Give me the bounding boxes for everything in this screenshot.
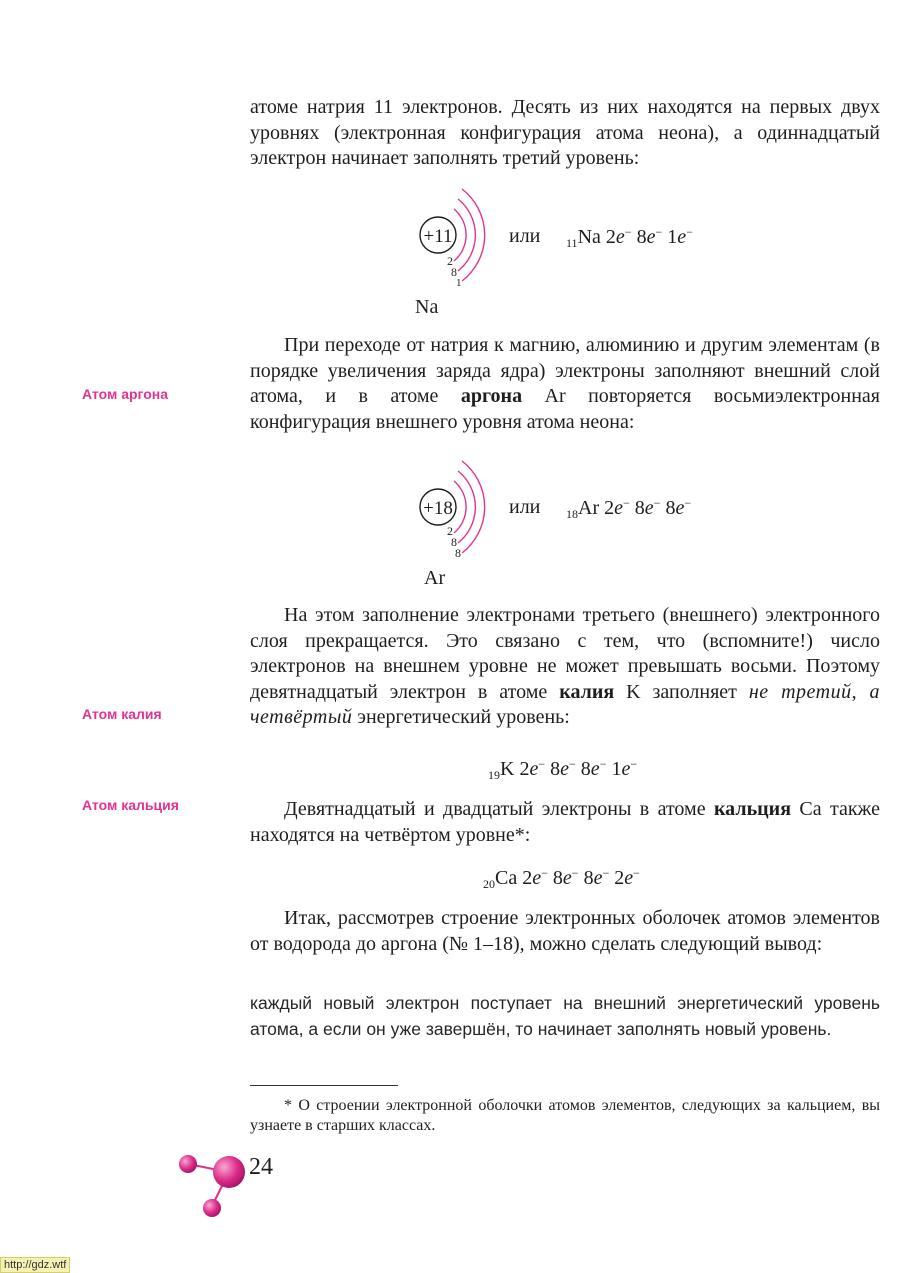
sodium-shell-count-2: 8 [451,265,457,279]
calcium-config-2: 8 [552,867,563,889]
footnote [250,1096,880,1136]
margin-label-calcium: Атом кальция [82,797,179,813]
margin-label-potassium: Атом калия [82,706,162,722]
electron-charge: − [602,866,610,880]
electron-charge: − [655,225,663,239]
electron-symbol [614,497,630,519]
sodium-shell-count-1: 2 [447,254,453,268]
electron-charge: − [569,757,576,771]
electron-symbol [529,758,545,780]
potassium-config-2: 8 [550,758,561,780]
electron-letter: e [590,758,600,780]
electron-letter: e [624,867,634,889]
electron-charge: − [630,757,638,771]
electron-letter: e [621,758,631,780]
calcium-bold-term: кальция [713,798,792,820]
paragraph-sodium [250,95,880,172]
paragraph-argon [250,333,880,435]
sodium-formula-symbol: Na [577,226,601,248]
paragraph-argon-text-end: Ar повторяется восьмиэлектронная конфигурация внешнего уровня атома неона: [250,385,880,433]
electron-symbol [563,867,579,889]
argon-shell-count-1: 2 [447,524,453,538]
paragraph-potassium-text: На этом заполнение электронами третьего (внешнего) электронного слоя прекращается. Это связано с тем, что (вспомните!) число электронов на внешнем уровне не может превышать восьми. Поэтому девятнадцатый электрон в атоме [250,604,880,703]
electron-symbol [645,497,661,519]
conclusion-rule [250,990,880,1042]
sodium-formula [566,225,693,251]
page-number: 24 [249,1154,273,1180]
argon-config-3: 8 [665,497,676,519]
electron-letter: e [532,867,542,889]
electron-letter: e [677,226,687,248]
sodium-config-1: 2 [605,226,616,248]
potassium-config-1: 2 [519,758,530,780]
calcium-config-4: 2 [614,867,625,889]
electron-letter: e [615,226,625,248]
argon-shell-count-2: 8 [451,535,457,549]
electron-charge: − [623,496,630,510]
sodium-atom-diagram [410,195,500,290]
paragraph-calcium-text: Девятнадцатый и двадцатый электроны в атоме [284,798,714,820]
electron-symbol [532,867,548,889]
electron-letter: e [646,226,656,248]
electron-symbol [616,226,632,248]
paragraph-calcium-text-end: Ca также находятся на четвёртом уровне*: [250,798,880,846]
electron-charge: − [633,866,640,880]
electron-symbol [591,758,607,780]
paragraph-summary [250,906,880,957]
electron-letter: e [593,867,603,889]
argon-nucleus-charge: +18 [423,498,453,519]
paragraph-calcium [250,797,880,848]
sodium-config-3: 1 [667,226,678,248]
calcium-formula [483,866,640,892]
electron-charge: − [541,866,548,880]
electron-symbol [594,867,610,889]
paragraph-sodium-text: атоме натрия 11 электронов. Десять из них находятся на первых двух уровнях (электронная конфигурация атома неона), а одиннадцатый электрон начинает заполнять третий уровень: [250,96,880,169]
calcium-atomic-number: 20 [483,877,495,891]
potassium-italic-phrase: не третий, а четвёртый [250,680,880,728]
molecule-decoration-icon [172,1148,252,1220]
footnote-divider [250,1085,398,1086]
electron-charge: − [684,496,692,510]
argon-atom-diagram [410,467,500,562]
argon-formula-symbol: Ar [578,497,600,519]
potassium-config-4: 1 [611,758,622,780]
electron-letter: e [675,497,685,519]
electron-symbol [560,758,576,780]
electron-charge: − [571,866,579,880]
conclusion-rule-text: каждый новый электрон поступает на внешний энергетический уровень атома, а если он уже завершён, то начинает заполнять новый уровень. [250,993,880,1039]
electron-letter: e [529,758,539,780]
calcium-formula-symbol: Ca [495,867,518,889]
calcium-config-1: 2 [522,867,533,889]
potassium-formula-symbol: K [500,758,515,780]
or-word: или [509,496,541,518]
electron-charge: − [686,225,693,239]
paragraph-argon-text: При переходе от натрия к магнию, алюминию и другим элементам (в порядке увеличения заряда ядра) электроны заполняют внешний слой атома, и в атоме [250,334,880,407]
electron-letter: e [562,867,572,889]
sodium-nucleus-charge: +11 [423,226,453,247]
potassium-formula [488,757,637,783]
footnote-text: * О строении электронной оболочки атомов элементов, следующих за кальцием, вы узнаете в старших классах. [250,1097,880,1134]
margin-label-argon: Атом аргона [82,386,168,402]
argon-symbol-label: Ar [424,567,446,589]
electron-symbol [675,497,691,519]
paragraph-potassium [250,603,880,731]
electron-symbol [624,867,640,889]
electron-letter: e [560,758,570,780]
potassium-config-3: 8 [580,758,591,780]
paragraph-potassium-text-end: энергетический уровень: [352,706,570,728]
sodium-shell-count-3: 1 [456,277,462,289]
paragraph-summary-text: Итак, рассмотрев строение электронных оболочек атомов элементов от водорода до аргона (№ 1–18), можно сделать следующий вывод: [250,907,880,955]
electron-symbol [621,758,637,780]
sodium-symbol-label: Na [415,296,439,318]
argon-atomic-number: 18 [566,507,578,521]
electron-charge: − [599,757,607,771]
sodium-config-2: 8 [636,226,647,248]
electron-symbol [647,226,663,248]
potassium-bold-term: калия [559,680,615,703]
argon-config-1: 2 [604,497,615,519]
calcium-config-3: 8 [583,867,594,889]
sodium-atomic-number: 11 [566,236,578,250]
electron-charge: − [538,757,546,771]
argon-formula [566,496,691,522]
electron-charge: − [624,225,632,239]
electron-symbol [677,226,693,248]
paragraph-potassium-text-mid: K заполняет [614,680,749,703]
electron-charge: − [653,496,661,510]
argon-config-2: 8 [634,497,645,519]
site-link[interactable]: http://gdz.wtf [0,1257,70,1273]
electron-letter: e [644,497,654,519]
argon-shell-count-3: 8 [455,546,461,560]
electron-letter: e [614,497,623,519]
potassium-atomic-number: 19 [488,768,500,782]
or-word: или [509,225,541,247]
argon-bold-term: аргона [460,385,523,407]
